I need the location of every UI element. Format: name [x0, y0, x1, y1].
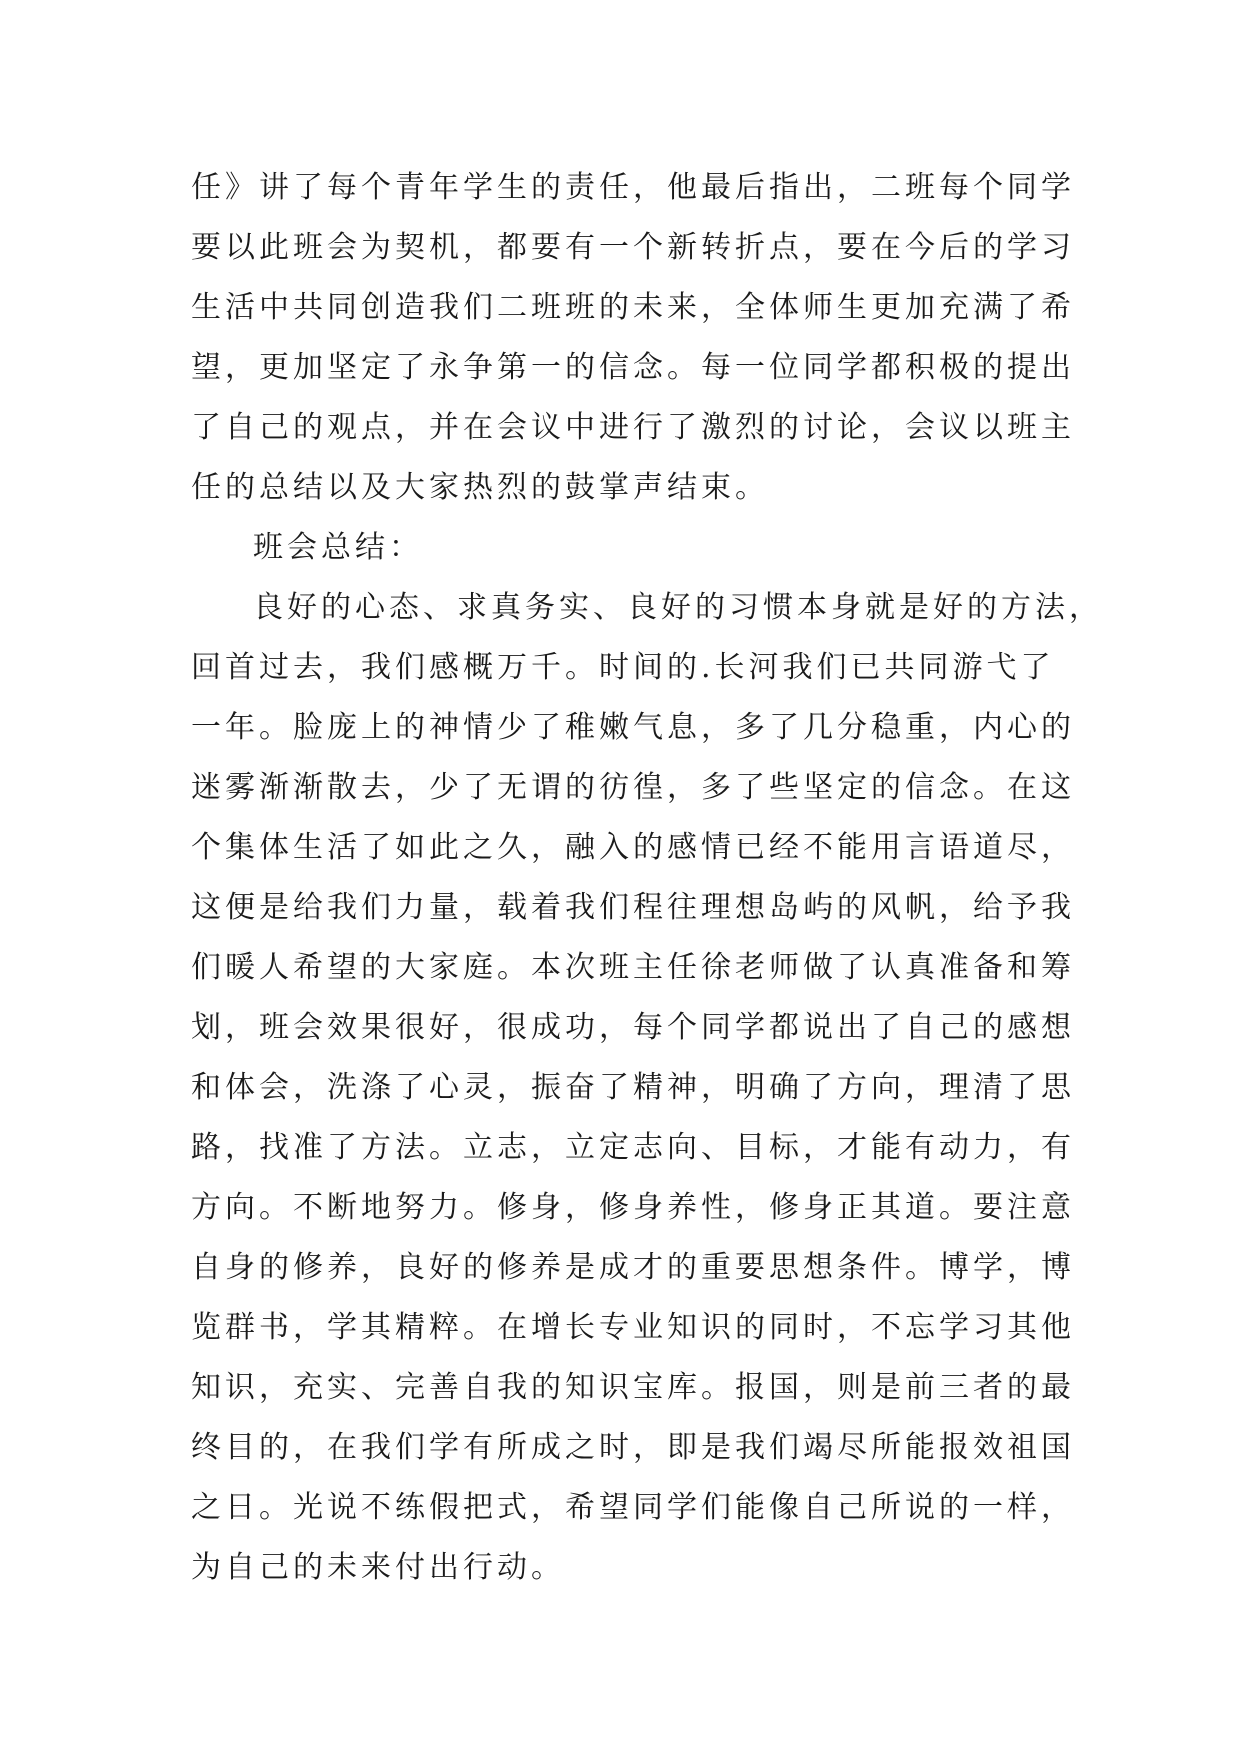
section-heading: 班会总结：	[253, 530, 423, 565]
text-line: 自身的修养，良好的修养是成才的重要思想条件。博学，博	[191, 1250, 1075, 1285]
text-line: 之日。光说不练假把式，希望同学们能像自己所说的一样，	[191, 1490, 1075, 1525]
text-line: 良好的心态、求真务实、良好的习惯本身就是好的方法，	[253, 590, 1103, 625]
text-line: 们暖人希望的大家庭。本次班主任徐老师做了认真准备和筹	[191, 950, 1075, 985]
text-line: 一年。脸庞上的神情少了稚嫩气息，多了几分稳重，内心的	[191, 710, 1075, 745]
text-line: 任》讲了每个青年学生的责任，他最后指出，二班每个同学	[191, 170, 1075, 205]
text-line: 迷雾渐渐散去，少了无谓的彷徨，多了些坚定的信念。在这	[191, 770, 1075, 805]
document-body	[191, 158, 1103, 1598]
text-line: 了自己的观点，并在会议中进行了激烈的讨论，会议以班主	[191, 410, 1075, 445]
text-line: 和体会，洗涤了心灵，振奋了精神，明确了方向，理清了思	[191, 1070, 1075, 1105]
text-line: 为自己的未来付出行动。	[191, 1550, 565, 1585]
text-line: 要以此班会为契机，都要有一个新转折点，要在今后的学习	[191, 230, 1075, 265]
text-line: 览群书，学其精粹。在增长专业知识的同时，不忘学习其他	[191, 1310, 1075, 1345]
text-line: 望，更加坚定了永争第一的信念。每一位同学都积极的提出	[191, 350, 1075, 385]
text-line: 生活中共同创造我们二班班的未来，全体师生更加充满了希	[191, 290, 1075, 325]
text-line: 知识，充实、完善自我的知识宝库。报国，则是前三者的最	[191, 1370, 1075, 1405]
paragraph-2	[191, 578, 1103, 1598]
text-line: 方向。不断地努力。修身，修身养性，修身正其道。要注意	[191, 1190, 1075, 1225]
text-line: 任的总结以及大家热烈的鼓掌声结束。	[191, 470, 769, 505]
text-line: 这便是给我们力量，载着我们程往理想岛屿的风帆，给予我	[191, 890, 1075, 925]
text-line: 回首过去，我们感概万千。时间的.长河我们已共同游弋了	[191, 650, 1055, 685]
text-line: 路，找准了方法。立志，立定志向、目标，才能有动力，有	[191, 1130, 1075, 1165]
paragraph-1	[191, 158, 1075, 518]
text-line: 终目的，在我们学有所成之时，即是我们竭尽所能报效祖国	[191, 1430, 1075, 1465]
text-line: 个集体生活了如此之久，融入的感情已经不能用言语道尽，	[191, 830, 1075, 865]
text-line: 划，班会效果很好，很成功，每个同学都说出了自己的感想	[191, 1010, 1075, 1045]
